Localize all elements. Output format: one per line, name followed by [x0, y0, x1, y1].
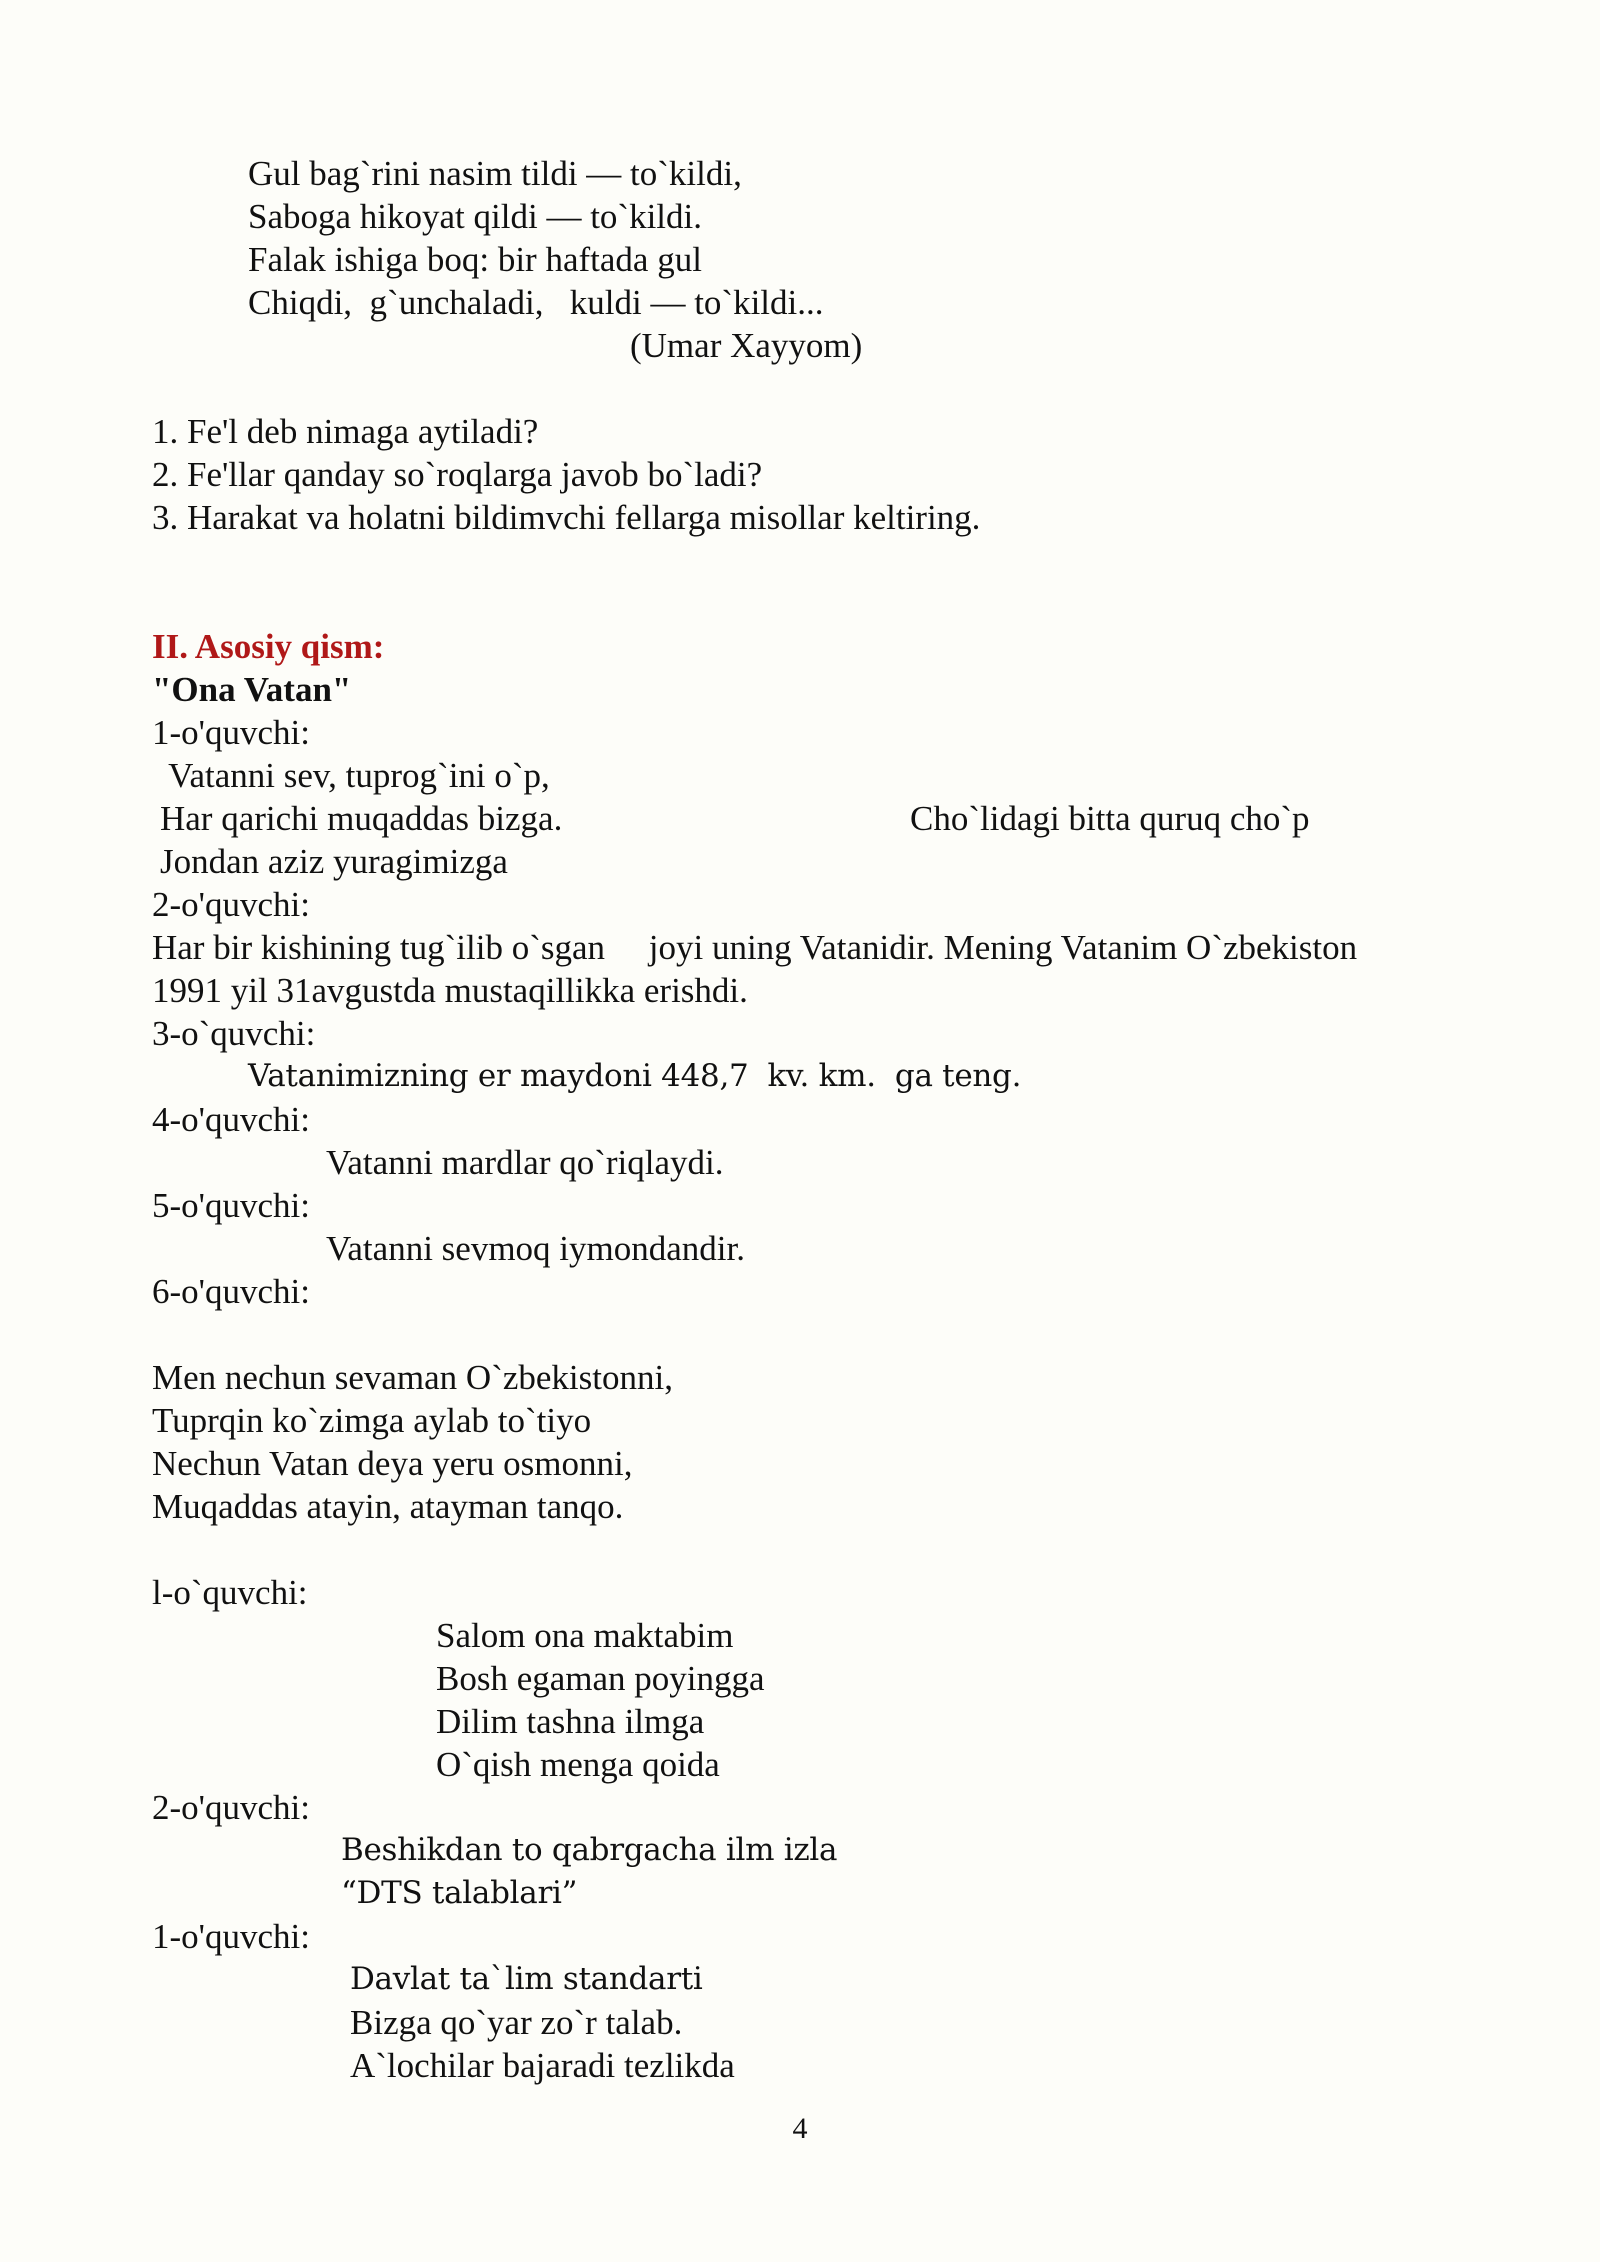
verse-line: A`lochilar bajaradi tezlikda [350, 2046, 735, 2085]
reader-label: 2-o'quvchi: [152, 1788, 310, 1827]
verse-line: Har qarichi muqaddas bizga. [160, 799, 563, 838]
verse-line: Nechun Vatan deya yeru osmonni, [152, 1444, 633, 1483]
verse-line: Beshikdan to qabrgacha ilm izla [341, 1832, 838, 1868]
statement-line: Vatanimizning er maydoni 448,7 kv. km. ga teng. [248, 1058, 1022, 1094]
paragraph-line: Har bir kishining tug`ilib o`sgan joyi uning Vatanidir. Mening Vatanim O`zbekiston [152, 928, 1358, 967]
verse-line: Jondan aziz yuragimizga [160, 842, 508, 881]
question-item: 1. Fe'l deb nimaga aytiladi? [152, 412, 539, 451]
poem-line: Saboga hikoyat qildi — to`kildi. [248, 197, 702, 236]
reader-label: 1-o'quvchi: [152, 1917, 310, 1956]
verse-line: Muqaddas atayin, atayman tanqo. [152, 1487, 624, 1526]
verse-line: Davlat ta`lim standarti [350, 1961, 703, 1997]
reader-label: 1-o'quvchi: [152, 713, 310, 752]
subtitle: "Ona Vatan" [152, 670, 352, 709]
statement-line: Vatanni mardlar qo`riqlaydi. [326, 1143, 724, 1182]
question-item: 3. Harakat va holatni bildimvchi fellarga misollar keltiring. [152, 498, 981, 537]
poem-line: Falak ishiga boq: bir haftada gul [248, 240, 702, 279]
verse-line: Tuprqin ko`zimga aylab to`tiyo [152, 1401, 592, 1440]
question-item: 2. Fe'llar qanday so`roqlarga javob bo`ladi? [152, 455, 763, 494]
reader-label: l-o`quvchi: [152, 1573, 308, 1612]
verse-line: Salom ona maktabim [436, 1616, 734, 1655]
verse-line-right: Cho`lidagi bitta quruq cho`p [910, 799, 1310, 838]
page-number: 4 [792, 2112, 808, 2145]
poem-author: (Umar Xayyom) [630, 326, 863, 365]
reader-label: 6-o'quvchi: [152, 1272, 310, 1311]
reader-label: 2-o'quvchi: [152, 885, 310, 924]
statement-line: Vatanni sevmoq iymondandir. [326, 1229, 745, 1268]
verse-line: O`qish menga qoida [436, 1745, 720, 1784]
verse-line: Vatanni sev, tuprog`ini o`p, [160, 756, 550, 795]
verse-line: Bosh egaman poyingga [436, 1659, 765, 1698]
section-title: II. Asosiy qism: [152, 627, 385, 666]
reader-label: 5-o'quvchi: [152, 1186, 310, 1225]
verse-line: Bizga qo`yar zo`r talab. [350, 2003, 683, 2042]
paragraph-line: 1991 yil 31avgustda mustaqillikka erishdi. [152, 971, 748, 1010]
reader-label: 4-o'quvchi: [152, 1100, 310, 1139]
reader-label: 3-o`quvchi: [152, 1014, 316, 1053]
verse-line: Men nechun sevaman O`zbekistonni, [152, 1358, 673, 1397]
verse-line: “DTS talablari” [341, 1875, 578, 1911]
verse-line: Dilim tashna ilmga [436, 1702, 705, 1741]
poem-line: Chiqdi, g`unchaladi, kuldi — to`kildi... [248, 283, 824, 322]
poem-line: Gul bag`rini nasim tildi — to`kildi, [248, 154, 742, 193]
